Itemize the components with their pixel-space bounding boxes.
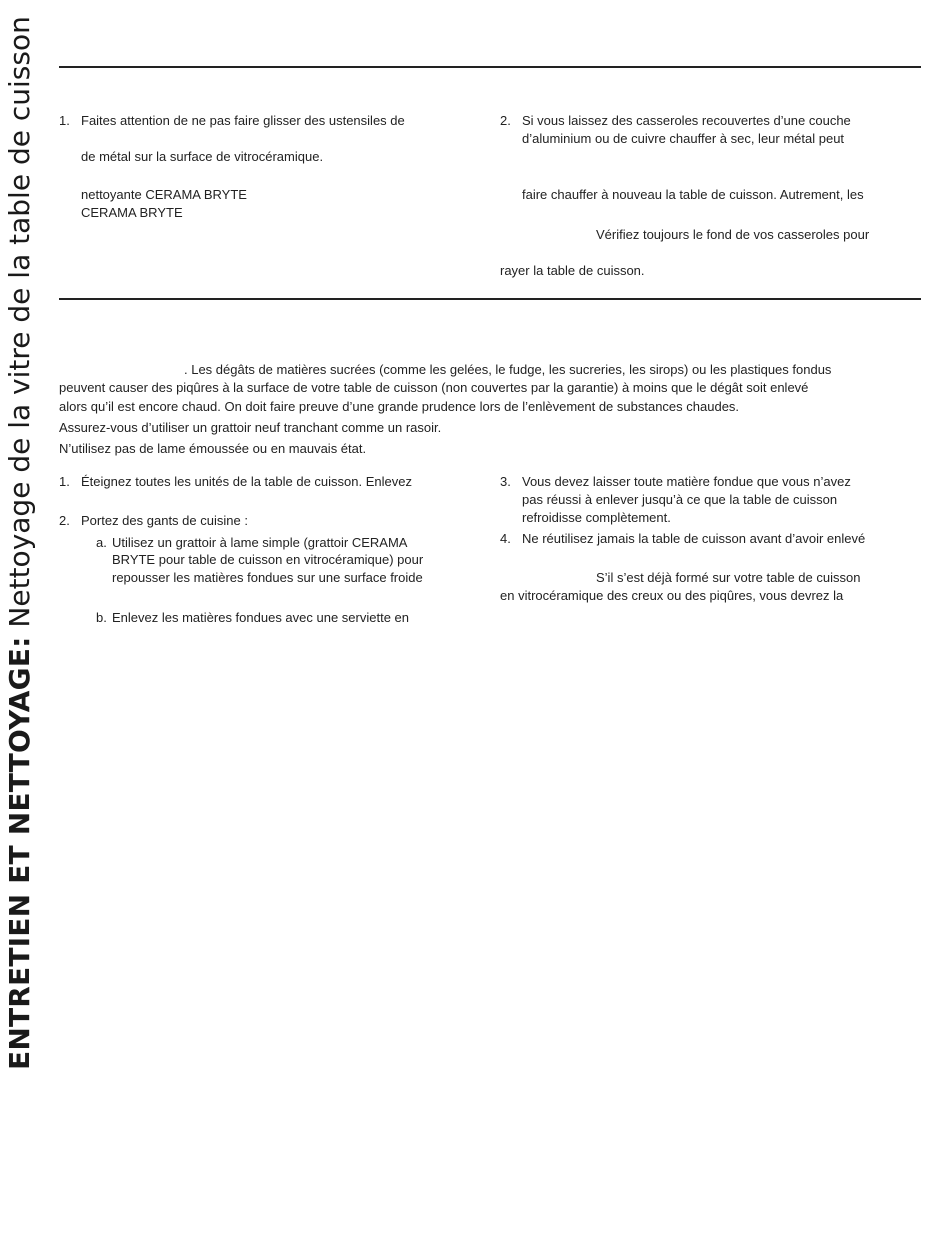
list-item-text: Faites attention de ne pas faire glisser des ustensiles de (81, 113, 405, 128)
sub-list-text: BRYTE pour table de cuisson en vitrocéramique) pour (112, 552, 424, 567)
paragraph-line: Assurez-vous d’utiliser un grattoir neuf tranchant comme un rasoir. (59, 420, 442, 435)
list-item-text: rayer la table de cuisson. (500, 263, 645, 278)
list-item-text: refroidisse complètement. (522, 510, 671, 525)
sub-list-text: Enlevez les matières fondues avec une serviette en (112, 610, 410, 625)
list-item-text: Si vous laissez des casseroles recouvertes d’une couche (522, 113, 851, 128)
side-title-light: Nettoyage de la vitre de la table de cuisson (3, 16, 36, 637)
sub-list-label: b. (96, 610, 107, 625)
side-title-text (2, 16, 38, 1070)
list-item-text: CERAMA BRYTE (81, 205, 183, 220)
section-divider (59, 298, 921, 300)
list-item-text: Vérifiez toujours le fond de vos casseroles pour (596, 227, 870, 242)
list-number: 2. (59, 513, 70, 528)
sub-list-text: repousser les matières fondues sur une surface froide (112, 570, 423, 585)
list-item-text: Ne réutilisez jamais la table de cuisson avant d’avoir enlevé (522, 531, 866, 546)
list-item-text: Vous devez laisser toute matière fondue que vous n’avez (522, 474, 851, 489)
list-number: 4. (500, 531, 511, 546)
list-number: 1. (59, 474, 70, 489)
paragraph-line: . Les dégâts de matières sucrées (comme les gelées, le fudge, les sucreries, les sirops) ou les plastiques fondus (184, 362, 832, 377)
list-item-text: en vitrocéramique des creux ou des piqûres, vous devrez la (500, 588, 844, 603)
side-title (2, 16, 42, 1070)
sub-list-label: a. (96, 535, 107, 550)
list-number: 1. (59, 113, 70, 128)
list-number: 3. (500, 474, 511, 489)
sub-list-text: Utilisez un grattoir à lame simple (grattoir CERAMA (112, 535, 408, 550)
paragraph-line: peuvent causer des piqûres à la surface de votre table de cuisson (non couvertes par la garantie) à moins que le dégât soit enlevé (59, 380, 809, 395)
list-item-text: nettoyante CERAMA BRYTE (81, 187, 247, 202)
list-item-text: de métal sur la surface de vitrocéramique. (81, 149, 324, 164)
list-item-text: Éteignez toutes les unités de la table de cuisson. Enlevez (81, 474, 412, 489)
top-divider (59, 66, 921, 68)
list-item-text: pas réussi à enlever jusqu’à ce que la table de cuisson (522, 492, 838, 507)
list-number: 2. (500, 113, 511, 128)
side-title-bold: ENTRETIEN ET NETTOYAGE: (3, 636, 36, 1070)
list-item-text: faire chauffer à nouveau la table de cuisson. Autrement, les (522, 187, 864, 202)
paragraph-line: N’utilisez pas de lame émoussée ou en mauvais état. (59, 441, 367, 456)
list-item-text: S’il s’est déjà formé sur votre table de cuisson (596, 570, 861, 585)
paragraph-line: alors qu’il est encore chaud. On doit faire preuve d’une grande prudence lors de l’enlèvement de substances chaudes. (59, 399, 740, 414)
list-item-text: Portez des gants de cuisine : (81, 513, 248, 528)
list-item-text: d’aluminium ou de cuivre chauffer à sec, leur métal peut (522, 131, 845, 146)
